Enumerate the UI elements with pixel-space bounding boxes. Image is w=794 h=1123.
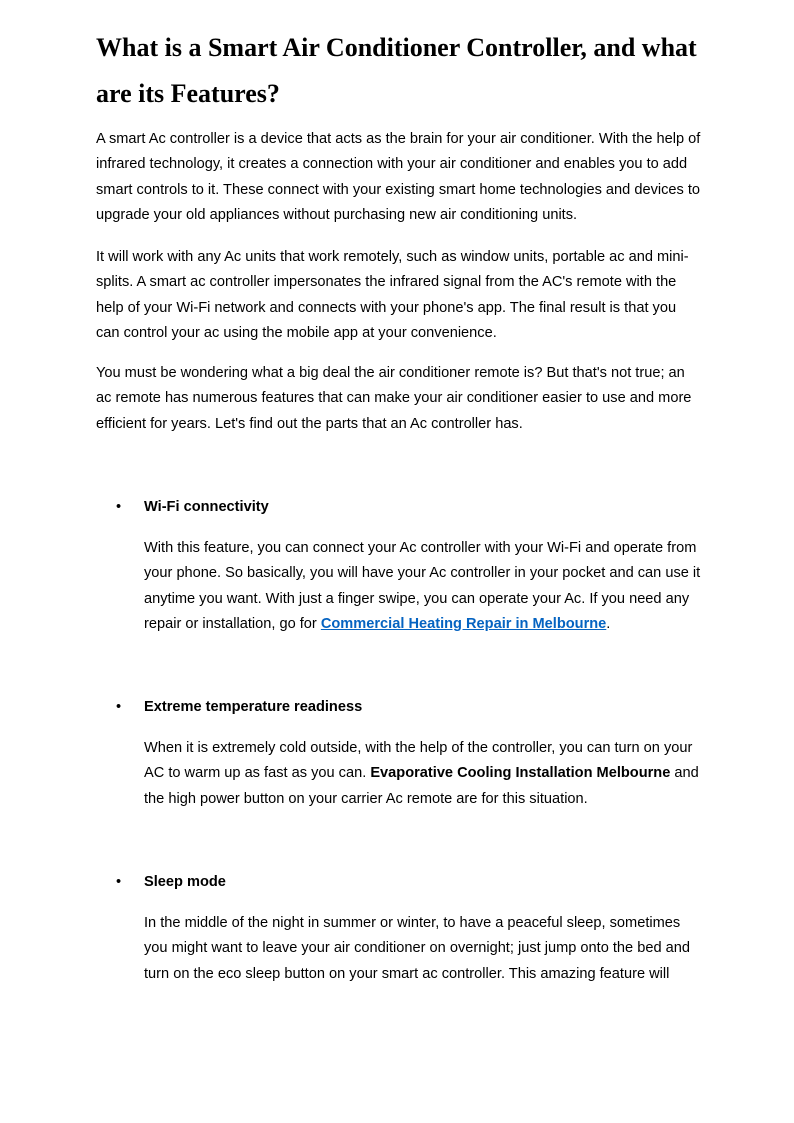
bullet-icon: • (116, 874, 122, 890)
commercial-heating-repair-link[interactable]: Commercial Heating Repair in Melbourne (320, 615, 607, 632)
compatibility-paragraph: It will work with any Ac units that work remotely, such as window units, portable ac and mini-splits. A smart ac controller impersonates the infrared signal from the AC's remote with the help of your Wi-Fi network and connects with your phone's app. The final result is that you can control your ac using the mobile app at your convenience. (96, 249, 689, 341)
feature-body: In the middle of the night in summer or winter, to have a peaceful sleep, sometimes you might want to leave your air conditioner on overnight; just jump onto the bed and turn on the eco sleep button on your smart ac controller. This amazing feature will (144, 915, 690, 982)
remote-features-paragraph: You must be wondering what a big deal the air conditioner remote is? But that's not true; an ac remote has numerous features that can make your air conditioner easier to use and more efficient for years. Let's find out the parts that an Ac controller has. (96, 365, 692, 432)
feature-text: With this feature, you can connect your Ac controller with your Wi-Fi and operate from your phone. So basically, you will have your Ac controller in your pocket and can use it anytime you want. With just a finger swipe, you can operate your Ac. If you need any repair or installation, go for (144, 540, 701, 632)
intro-paragraph: A smart Ac controller is a device that acts as the brain for your air conditioner. With the help of infrared technology, it creates a connection with your air conditioner and enables you to add smart controls to it. These connect with your existing smart home technologies and devices to upgrade your old appliances without purchasing new air conditioning units. (96, 131, 701, 223)
bullet-icon: • (116, 699, 122, 715)
page-title: What is a Smart Air Conditioner Controller, and what are its Features? (96, 33, 697, 108)
feature-heading: Wi-Fi connectivity (144, 499, 269, 515)
evaporative-cooling-text: Evaporative Cooling Installation Melbourne (370, 765, 671, 782)
feature-heading: Extreme temperature readiness (144, 699, 363, 715)
feature-body (144, 536, 702, 637)
feature-body (144, 736, 704, 812)
feature-heading: Sleep mode (144, 874, 226, 890)
feature-text-end: and the high power button on your carrier Ac remote are for this situation. (144, 765, 699, 807)
feature-text: When it is extremely cold outside, with the help of the controller, you can turn on your AC to warm up as fast as you can. (144, 740, 693, 782)
feature-text-end: . (606, 615, 611, 632)
bullet-icon: • (116, 499, 122, 515)
